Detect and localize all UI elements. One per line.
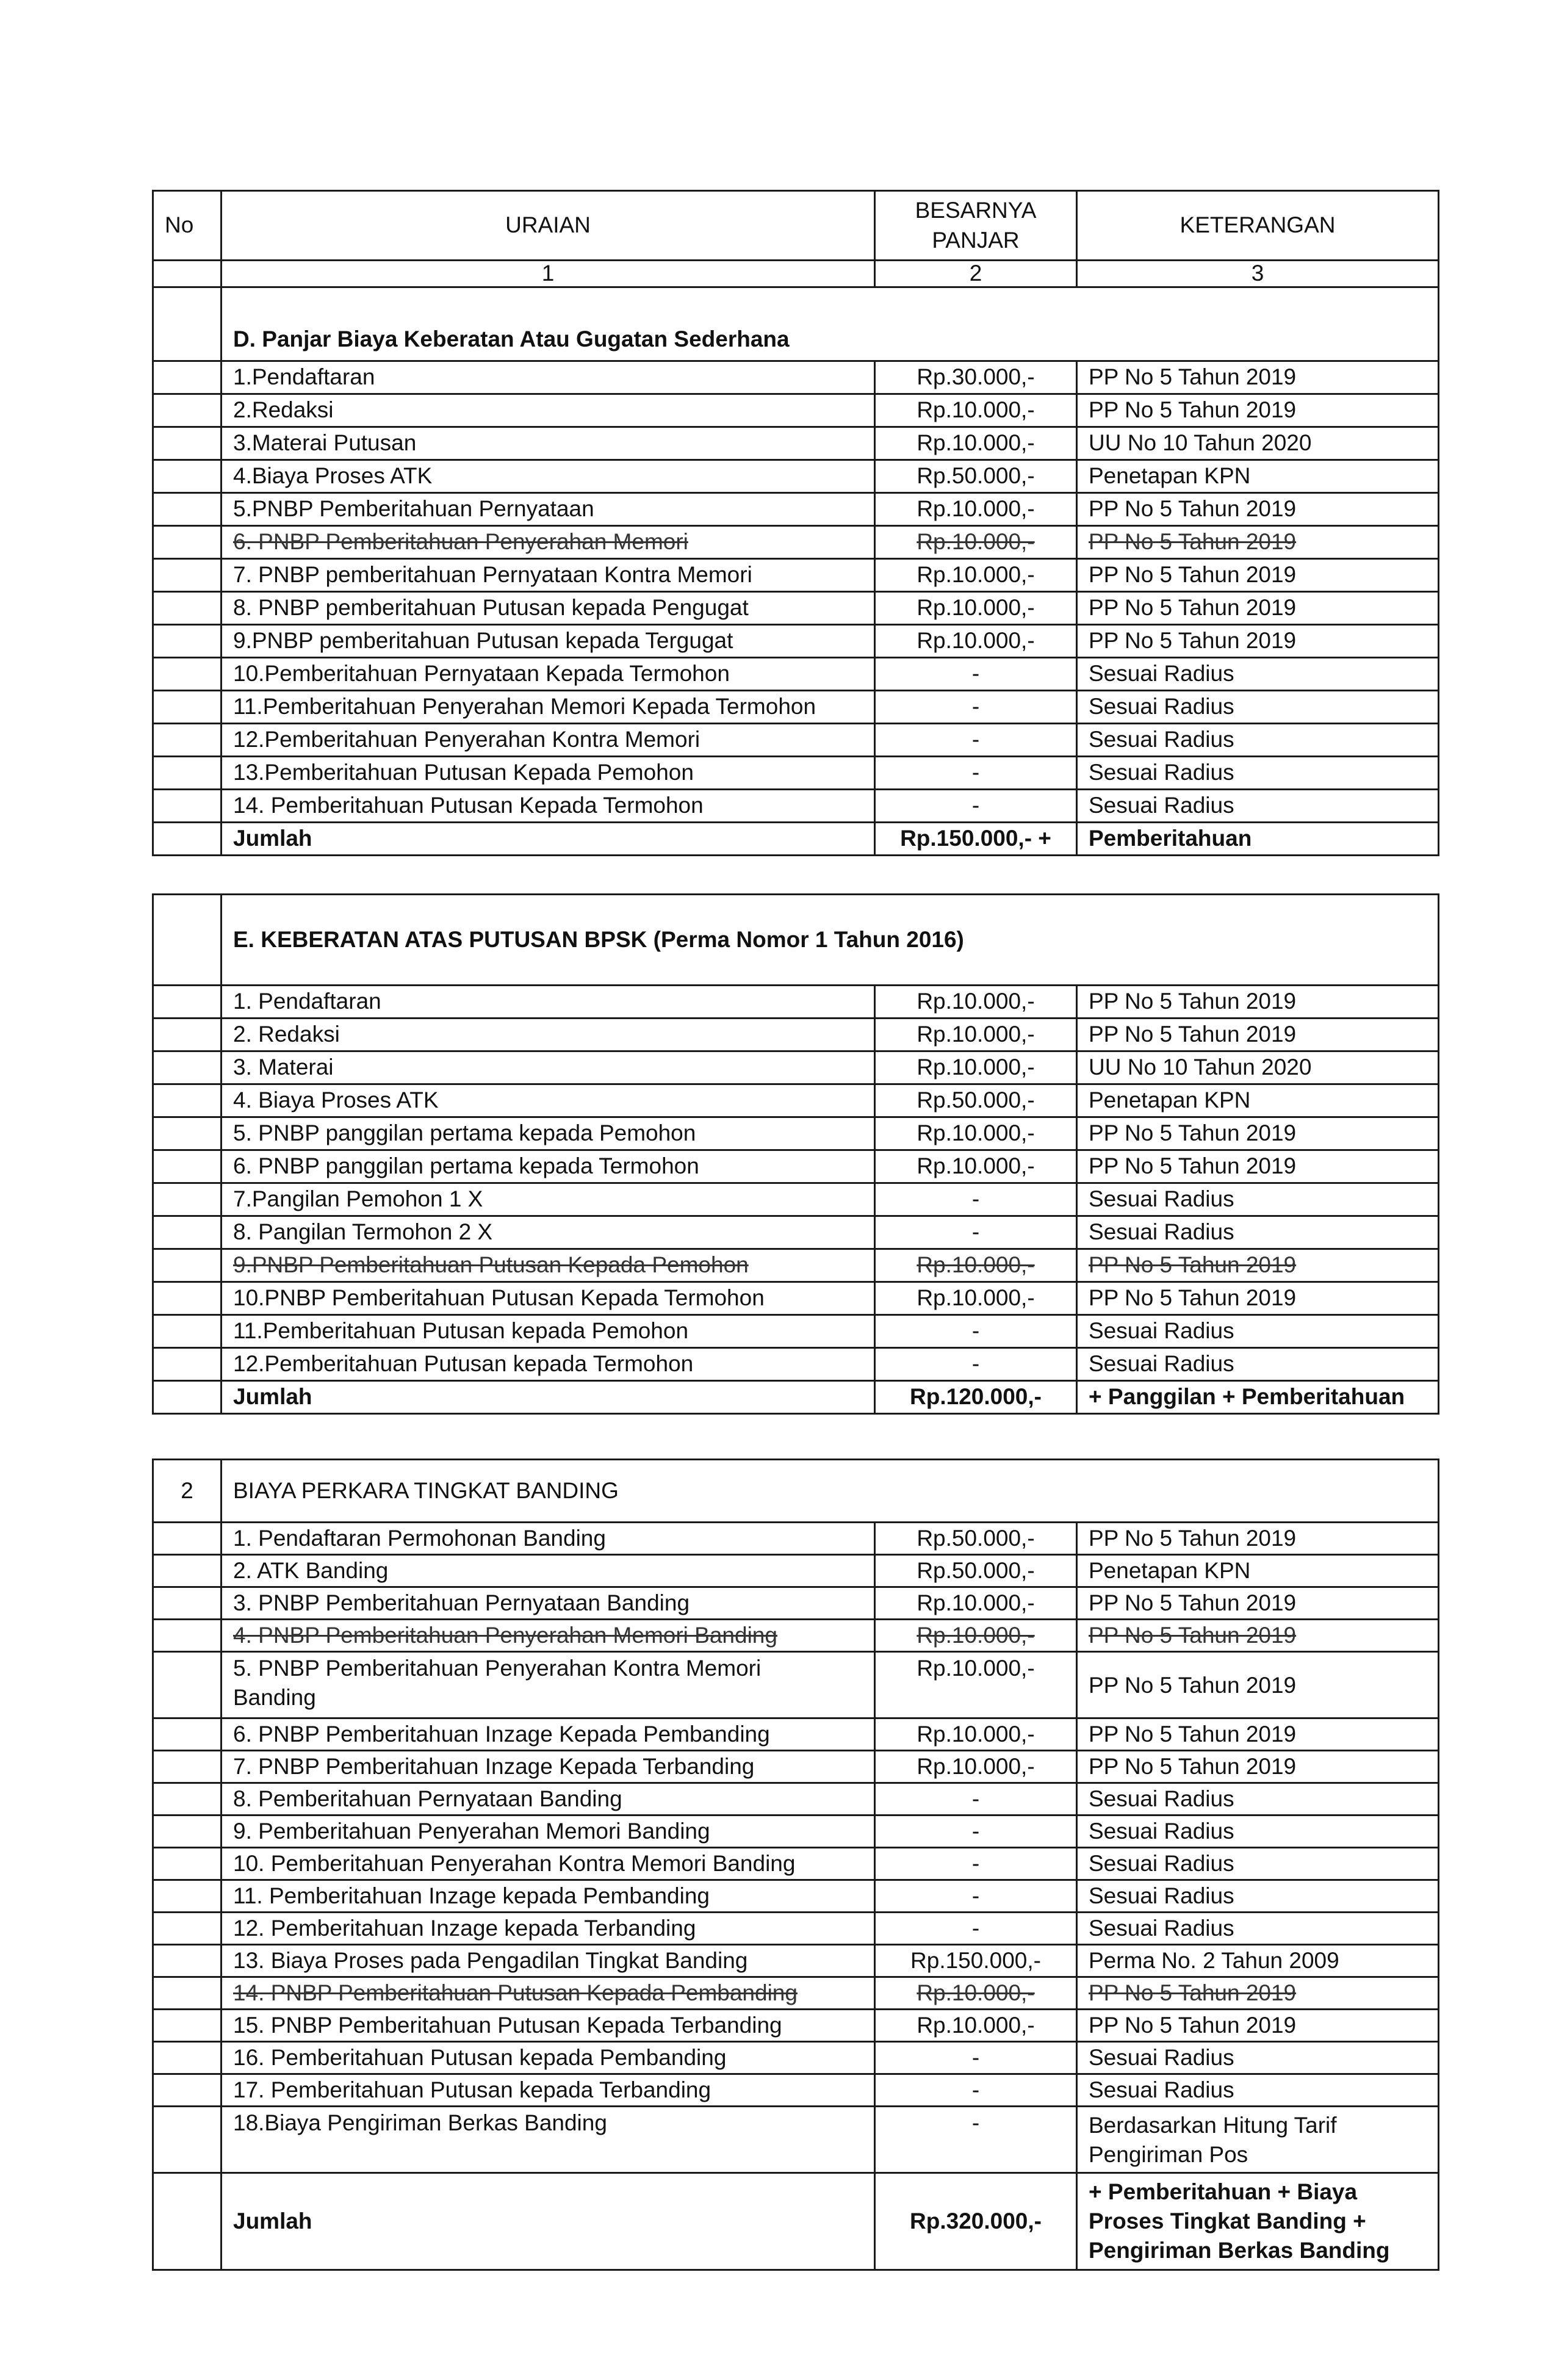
table-row — [153, 986, 1439, 1019]
no-cell — [153, 1084, 222, 1117]
total-besarnya: Rp.320.000,- — [875, 2173, 1077, 2270]
no-cell — [153, 690, 222, 723]
keterangan-cell: PP No 5 Tahun 2019 — [1077, 1019, 1439, 1051]
besarnya-cell: - — [875, 1315, 1077, 1348]
uraian-cell: 3. PNBP Pemberitahuan Pernyataan Banding — [222, 1587, 875, 1620]
besarnya-cell: Rp.10.000,- — [875, 525, 1077, 558]
keterangan-cell: Sesuai Radius — [1077, 1315, 1439, 1348]
table-row — [153, 558, 1439, 591]
besarnya-cell: Rp.150.000,- — [875, 1945, 1077, 1977]
table-header-row — [153, 191, 1439, 261]
total-label: Jumlah — [222, 2173, 875, 2270]
column-number-uraian: 1 — [222, 261, 875, 287]
uraian-cell: 11.Pemberitahuan Penyerahan Memori Kepada Termohon — [222, 690, 875, 723]
table-row — [153, 1150, 1439, 1183]
uraian-cell: 8. PNBP pemberitahuan Putusan kepada Pengugat — [222, 591, 875, 624]
table-row — [153, 2042, 1439, 2074]
keterangan-cell: PP No 5 Tahun 2019 — [1077, 1117, 1439, 1150]
section-title-row — [153, 895, 1439, 986]
uraian-cell: 2. ATK Banding — [222, 1555, 875, 1587]
keterangan-cell: UU No 10 Tahun 2020 — [1077, 1051, 1439, 1084]
no-cell — [153, 2074, 222, 2107]
uraian-cell: 13. Biaya Proses pada Pengadilan Tingkat Banding — [222, 1945, 875, 1977]
total-label: Jumlah — [222, 1381, 875, 1414]
uraian-cell: 10.PNBP Pemberitahuan Putusan Kepada Termohon — [222, 1282, 875, 1315]
total-keterangan: + Panggilan + Pemberitahuan — [1077, 1381, 1439, 1414]
uraian-cell: 4.Biaya Proses ATK — [222, 460, 875, 492]
besarnya-cell: - — [875, 756, 1077, 789]
uraian-cell: 6. PNBP Pemberitahuan Penyerahan Memori — [222, 525, 875, 558]
table-row — [153, 492, 1439, 525]
total-row — [153, 2173, 1439, 2270]
keterangan-cell: PP No 5 Tahun 2019 — [1077, 1150, 1439, 1183]
table-row — [153, 1051, 1439, 1084]
column-number-no — [153, 261, 222, 287]
keterangan-cell: PP No 5 Tahun 2019 — [1077, 394, 1439, 427]
table-row — [153, 1523, 1439, 1555]
cost-table-section-e — [152, 893, 1439, 1415]
uraian-cell: 5. PNBP panggilan pertama kepada Pemohon — [222, 1117, 875, 1150]
section-items — [153, 986, 1439, 1381]
no-cell — [153, 1282, 222, 1315]
besarnya-cell: Rp.10.000,- — [875, 394, 1077, 427]
keterangan-cell: Sesuai Radius — [1077, 690, 1439, 723]
uraian-cell: 8. Pemberitahuan Pernyataan Banding — [222, 1783, 875, 1816]
besarnya-cell: Rp.10.000,- — [875, 427, 1077, 460]
besarnya-cell: - — [875, 657, 1077, 690]
besarnya-cell: - — [875, 2042, 1077, 2074]
uraian-cell: 1.Pendaftaran — [222, 361, 875, 394]
besarnya-cell: Rp.10.000,- — [875, 1751, 1077, 1783]
uraian-cell: 11.Pemberitahuan Putusan kepada Pemohon — [222, 1315, 875, 1348]
no-cell — [153, 789, 222, 822]
uraian-cell: 8. Pangilan Termohon 2 X — [222, 1216, 875, 1249]
besarnya-cell: Rp.10.000,- — [875, 1019, 1077, 1051]
keterangan-cell: Sesuai Radius — [1077, 2074, 1439, 2107]
no-cell — [153, 986, 222, 1019]
uraian-cell: 2. Redaksi — [222, 1019, 875, 1051]
column-number-besarnya: 2 — [875, 261, 1077, 287]
keterangan-cell: PP No 5 Tahun 2019 — [1077, 525, 1439, 558]
header-keterangan: KETERANGAN — [1077, 191, 1439, 261]
keterangan-cell: PP No 5 Tahun 2019 — [1077, 591, 1439, 624]
table-row — [153, 1216, 1439, 1249]
besarnya-cell: Rp.10.000,- — [875, 1150, 1077, 1183]
uraian-cell: 16. Pemberitahuan Putusan kepada Pembanding — [222, 2042, 875, 2074]
keterangan-cell: PP No 5 Tahun 2019 — [1077, 2010, 1439, 2042]
besarnya-cell: Rp.10.000,- — [875, 1652, 1077, 1718]
total-besarnya: Rp.120.000,- — [875, 1381, 1077, 1414]
uraian-cell: 5.PNBP Pemberitahuan Pernyataan — [222, 492, 875, 525]
besarnya-cell: Rp.10.000,- — [875, 1620, 1077, 1652]
table-row — [153, 1751, 1439, 1783]
total-row — [153, 822, 1439, 855]
table-row — [153, 1816, 1439, 1848]
uraian-cell: 6. PNBP Pemberitahuan Inzage Kepada Pembanding — [222, 1718, 875, 1751]
table-row — [153, 1348, 1439, 1381]
no-cell — [153, 624, 222, 657]
besarnya-cell: - — [875, 1913, 1077, 1945]
table-row — [153, 1183, 1439, 1216]
no-cell — [153, 361, 222, 394]
table-row — [153, 1117, 1439, 1150]
uraian-cell: 13.Pemberitahuan Putusan Kepada Pemohon — [222, 756, 875, 789]
no-cell — [153, 1117, 222, 1150]
no-cell — [153, 1751, 222, 1783]
keterangan-cell: PP No 5 Tahun 2019 — [1077, 558, 1439, 591]
keterangan-cell: Sesuai Radius — [1077, 1783, 1439, 1816]
keterangan-cell: Berdasarkan Hitung Tarif Pengiriman Pos — [1077, 2107, 1439, 2173]
table-row — [153, 2010, 1439, 2042]
keterangan-cell: PP No 5 Tahun 2019 — [1077, 1751, 1439, 1783]
besarnya-cell: - — [875, 2107, 1077, 2173]
uraian-cell: 3. Materai — [222, 1051, 875, 1084]
besarnya-cell: Rp.50.000,- — [875, 1084, 1077, 1117]
no-cell — [153, 1718, 222, 1751]
no-cell — [153, 2010, 222, 2042]
section-number — [153, 895, 222, 986]
uraian-cell: 5. PNBP Pemberitahuan Penyerahan Kontra Memori Banding — [222, 1652, 875, 1718]
column-number-keterangan: 3 — [1077, 261, 1439, 287]
besarnya-cell: Rp.10.000,- — [875, 1282, 1077, 1315]
uraian-cell: 7.Pangilan Pemohon 1 X — [222, 1183, 875, 1216]
uraian-cell: 1. Pendaftaran — [222, 986, 875, 1019]
besarnya-cell: - — [875, 1183, 1077, 1216]
table-row — [153, 394, 1439, 427]
no-cell — [153, 1652, 222, 1718]
uraian-cell: 18.Biaya Pengiriman Berkas Banding — [222, 2107, 875, 2173]
table-row — [153, 624, 1439, 657]
keterangan-cell: Sesuai Radius — [1077, 1880, 1439, 1913]
besarnya-cell: Rp.10.000,- — [875, 1718, 1077, 1751]
besarnya-cell: Rp.10.000,- — [875, 492, 1077, 525]
total-keterangan: Pemberitahuan — [1077, 822, 1439, 855]
besarnya-cell: - — [875, 1880, 1077, 1913]
besarnya-cell: Rp.10.000,- — [875, 591, 1077, 624]
table-row — [153, 657, 1439, 690]
table-row — [153, 361, 1439, 394]
no-cell — [153, 756, 222, 789]
keterangan-cell: PP No 5 Tahun 2019 — [1077, 1523, 1439, 1555]
cost-table-banding — [152, 1459, 1439, 2271]
uraian-cell: 17. Pemberitahuan Putusan kepada Terbanding — [222, 2074, 875, 2107]
no-cell — [153, 1348, 222, 1381]
no-cell — [153, 1051, 222, 1084]
keterangan-cell: Sesuai Radius — [1077, 657, 1439, 690]
no-cell — [153, 1315, 222, 1348]
keterangan-cell: Penetapan KPN — [1077, 460, 1439, 492]
no-cell — [153, 1249, 222, 1282]
table-row — [153, 789, 1439, 822]
table-row — [153, 427, 1439, 460]
keterangan-cell: PP No 5 Tahun 2019 — [1077, 624, 1439, 657]
keterangan-cell: PP No 5 Tahun 2019 — [1077, 492, 1439, 525]
section-title: BIAYA PERKARA TINGKAT BANDING — [222, 1460, 1439, 1523]
no-cell — [153, 1183, 222, 1216]
besarnya-cell: Rp.10.000,- — [875, 1051, 1077, 1084]
section-items — [153, 1523, 1439, 2173]
section-title-row — [153, 1460, 1439, 1523]
total-keterangan: + Pemberitahuan + Biaya Proses Tingkat Banding + Pengiriman Berkas Banding — [1077, 2173, 1439, 2270]
table-row — [153, 723, 1439, 756]
table-row — [153, 1783, 1439, 1816]
uraian-cell: 12.Pemberitahuan Penyerahan Kontra Memori — [222, 723, 875, 756]
no-cell — [153, 492, 222, 525]
uraian-cell: 15. PNBP Pemberitahuan Putusan Kepada Terbanding — [222, 2010, 875, 2042]
table-row — [153, 1945, 1439, 1977]
besarnya-cell: - — [875, 1348, 1077, 1381]
keterangan-cell: Sesuai Radius — [1077, 1216, 1439, 1249]
besarnya-cell: - — [875, 789, 1077, 822]
besarnya-cell: - — [875, 1216, 1077, 1249]
keterangan-cell: Penetapan KPN — [1077, 1084, 1439, 1117]
no-cell — [153, 394, 222, 427]
no-cell — [153, 1587, 222, 1620]
uraian-cell: 12.Pemberitahuan Putusan kepada Termohon — [222, 1348, 875, 1381]
besarnya-cell: Rp.50.000,- — [875, 460, 1077, 492]
table-row — [153, 1652, 1439, 1718]
uraian-cell: 9.PNBP pemberitahuan Putusan kepada Tergugat — [222, 624, 875, 657]
besarnya-cell: - — [875, 1848, 1077, 1880]
keterangan-cell: PP No 5 Tahun 2019 — [1077, 1620, 1439, 1652]
keterangan-cell: PP No 5 Tahun 2019 — [1077, 1587, 1439, 1620]
table-row — [153, 1249, 1439, 1282]
besarnya-cell: Rp.10.000,- — [875, 1587, 1077, 1620]
table-row — [153, 1620, 1439, 1652]
table-row — [153, 1315, 1439, 1348]
besarnya-cell: Rp.30.000,- — [875, 361, 1077, 394]
table-row — [153, 1880, 1439, 1913]
keterangan-cell: PP No 5 Tahun 2019 — [1077, 1718, 1439, 1751]
keterangan-cell: Penetapan KPN — [1077, 1555, 1439, 1587]
no-cell — [153, 1880, 222, 1913]
table-row — [153, 1084, 1439, 1117]
no-cell — [153, 591, 222, 624]
uraian-cell: 11. Pemberitahuan Inzage kepada Pembanding — [222, 1880, 875, 1913]
uraian-cell: 4. Biaya Proses ATK — [222, 1084, 875, 1117]
uraian-cell: 2.Redaksi — [222, 394, 875, 427]
section-title: D. Panjar Biaya Keberatan Atau Gugatan Sederhana — [222, 287, 1439, 361]
total-besarnya: Rp.150.000,- + — [875, 822, 1077, 855]
keterangan-cell: Sesuai Radius — [1077, 1348, 1439, 1381]
keterangan-cell: PP No 5 Tahun 2019 — [1077, 1249, 1439, 1282]
uraian-cell: 7. PNBP Pemberitahuan Inzage Kepada Terbanding — [222, 1751, 875, 1783]
keterangan-cell: Sesuai Radius — [1077, 756, 1439, 789]
besarnya-cell: Rp.10.000,- — [875, 558, 1077, 591]
uraian-cell: 12. Pemberitahuan Inzage kepada Terbanding — [222, 1913, 875, 1945]
keterangan-cell: PP No 5 Tahun 2019 — [1077, 1652, 1439, 1718]
table-row — [153, 2074, 1439, 2107]
besarnya-cell: Rp.10.000,- — [875, 986, 1077, 1019]
keterangan-cell: Perma No. 2 Tahun 2009 — [1077, 1945, 1439, 1977]
uraian-cell: 3.Materai Putusan — [222, 427, 875, 460]
total-label: Jumlah — [222, 822, 875, 855]
table-row — [153, 1587, 1439, 1620]
besarnya-cell: Rp.10.000,- — [875, 624, 1077, 657]
keterangan-cell: PP No 5 Tahun 2019 — [1077, 986, 1439, 1019]
table-row — [153, 525, 1439, 558]
besarnya-cell: Rp.50.000,- — [875, 1523, 1077, 1555]
total-no — [153, 1381, 222, 1414]
no-cell — [153, 1977, 222, 2010]
header-uraian: URAIAN — [222, 191, 875, 261]
total-no — [153, 2173, 222, 2270]
column-number-row — [153, 261, 1439, 287]
besarnya-cell: - — [875, 723, 1077, 756]
keterangan-cell: Sesuai Radius — [1077, 1183, 1439, 1216]
total-row — [153, 1381, 1439, 1414]
no-cell — [153, 525, 222, 558]
section-number: 2 — [153, 1460, 222, 1523]
no-cell — [153, 460, 222, 492]
besarnya-cell: Rp.10.000,- — [875, 2010, 1077, 2042]
keterangan-cell: Sesuai Radius — [1077, 1816, 1439, 1848]
uraian-cell: 7. PNBP pemberitahuan Pernyataan Kontra Memori — [222, 558, 875, 591]
no-cell — [153, 558, 222, 591]
no-cell — [153, 2107, 222, 2173]
section-title: E. KEBERATAN ATAS PUTUSAN BPSK (Perma Nomor 1 Tahun 2016) — [222, 895, 1439, 986]
uraian-cell: 10. Pemberitahuan Penyerahan Kontra Memori Banding — [222, 1848, 875, 1880]
keterangan-cell: PP No 5 Tahun 2019 — [1077, 1282, 1439, 1315]
uraian-cell: 14. PNBP Pemberitahuan Putusan Kepada Pembanding — [222, 1977, 875, 2010]
keterangan-cell: Sesuai Radius — [1077, 723, 1439, 756]
no-cell — [153, 1816, 222, 1848]
no-cell — [153, 1848, 222, 1880]
uraian-cell: 10.Pemberitahuan Pernyataan Kepada Termohon — [222, 657, 875, 690]
table-row — [153, 1282, 1439, 1315]
table-row — [153, 460, 1439, 492]
no-cell — [153, 427, 222, 460]
table-row — [153, 690, 1439, 723]
no-cell — [153, 1523, 222, 1555]
table-row — [153, 1848, 1439, 1880]
header-no: No — [153, 191, 222, 261]
no-cell — [153, 1783, 222, 1816]
keterangan-cell: PP No 5 Tahun 2019 — [1077, 361, 1439, 394]
besarnya-cell: - — [875, 1816, 1077, 1848]
besarnya-cell: - — [875, 2074, 1077, 2107]
no-cell — [153, 2042, 222, 2074]
no-cell — [153, 657, 222, 690]
table-row — [153, 1555, 1439, 1587]
besarnya-cell: - — [875, 1783, 1077, 1816]
besarnya-cell: Rp.10.000,- — [875, 1977, 1077, 2010]
no-cell — [153, 1555, 222, 1587]
table-row — [153, 1913, 1439, 1945]
section-items — [153, 361, 1439, 822]
keterangan-cell: UU No 10 Tahun 2020 — [1077, 427, 1439, 460]
table-row — [153, 1977, 1439, 2010]
keterangan-cell: Sesuai Radius — [1077, 1848, 1439, 1880]
besarnya-cell: - — [875, 690, 1077, 723]
uraian-cell: 9. Pemberitahuan Penyerahan Memori Banding — [222, 1816, 875, 1848]
no-cell — [153, 1913, 222, 1945]
keterangan-cell: Sesuai Radius — [1077, 1913, 1439, 1945]
besarnya-cell: Rp.50.000,- — [875, 1555, 1077, 1587]
uraian-cell: 14. Pemberitahuan Putusan Kepada Termohon — [222, 789, 875, 822]
uraian-cell: 6. PNBP panggilan pertama kepada Termohon — [222, 1150, 875, 1183]
table-row — [153, 756, 1439, 789]
no-cell — [153, 1150, 222, 1183]
total-no — [153, 822, 222, 855]
uraian-cell: 1. Pendaftaran Permohonan Banding — [222, 1523, 875, 1555]
keterangan-cell: Sesuai Radius — [1077, 2042, 1439, 2074]
table-row — [153, 1718, 1439, 1751]
uraian-cell: 4. PNBP Pemberitahuan Penyerahan Memori Banding — [222, 1620, 875, 1652]
table-row — [153, 591, 1439, 624]
section-title-row — [153, 287, 1439, 361]
header-besarnya: BESARNYA PANJAR — [875, 191, 1077, 261]
keterangan-cell: Sesuai Radius — [1077, 789, 1439, 822]
no-cell — [153, 1216, 222, 1249]
no-cell — [153, 1945, 222, 1977]
table-row — [153, 1019, 1439, 1051]
besarnya-cell: Rp.10.000,- — [875, 1249, 1077, 1282]
table-row — [153, 2107, 1439, 2173]
uraian-cell: 9.PNBP Pemberitahuan Putusan Kepada Pemohon — [222, 1249, 875, 1282]
no-cell — [153, 1620, 222, 1652]
keterangan-cell: PP No 5 Tahun 2019 — [1077, 1977, 1439, 2010]
besarnya-cell: Rp.10.000,- — [875, 1117, 1077, 1150]
no-cell — [153, 1019, 222, 1051]
section-number — [153, 287, 222, 361]
cost-table-section-d — [152, 190, 1439, 856]
no-cell — [153, 723, 222, 756]
